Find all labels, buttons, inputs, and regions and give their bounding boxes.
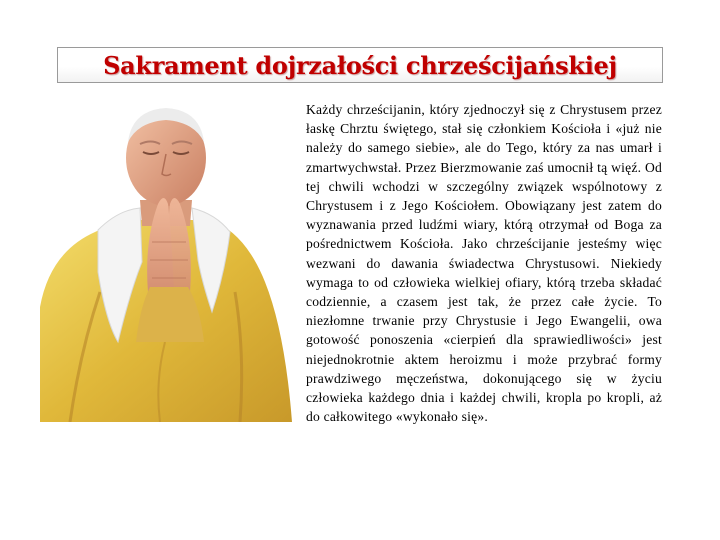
slide-title: Sakrament dojrzałości chrześcijańskiej [103, 50, 617, 80]
title-banner [57, 47, 663, 83]
body-paragraph: Każdy chrześcijanin, który zjednoczył się z Chrystusem przez łaskę Chrztu świętego, stał się członkiem Kościoła i «już nie należy do samego siebie», ale do Tego, który za nas umarł i zmartwychwstał. Przez Bierzmowanie zaś umocnił tą więź. Od tej chwili wchodzi w szczególny związek wspólnotowy z Chrystusem i z Jego Kościołem. Obowiązany jest zatem do wyznawania przed ludźmi wiary, którą otrzymał od Boga za pośrednictwem Kościoła. Jako chrześcijanie jesteśmy więc wezwani do dawania świadectwa Chrystusowi. Niekiedy wymaga to od człowieka wielkiej ofiary, którą trzeba składać codziennie, a czasem jest tak, że przez całe życie. To niezłomne trwanie przy Chrystusie i Jego Ewangelii, owa gotowość ponoszenia «cierpień dla sprawiedliwości» jest niejednokrotnie aktem heroizmu i może przybrać formy prawdziwego męczeństwa, dokonującego się w życiu człowieka każdego dnia i każdej chwili, kropla po kropli, aż do całkowitego «wykonało się». [306, 102, 662, 425]
praying-man-illustration [40, 92, 292, 422]
